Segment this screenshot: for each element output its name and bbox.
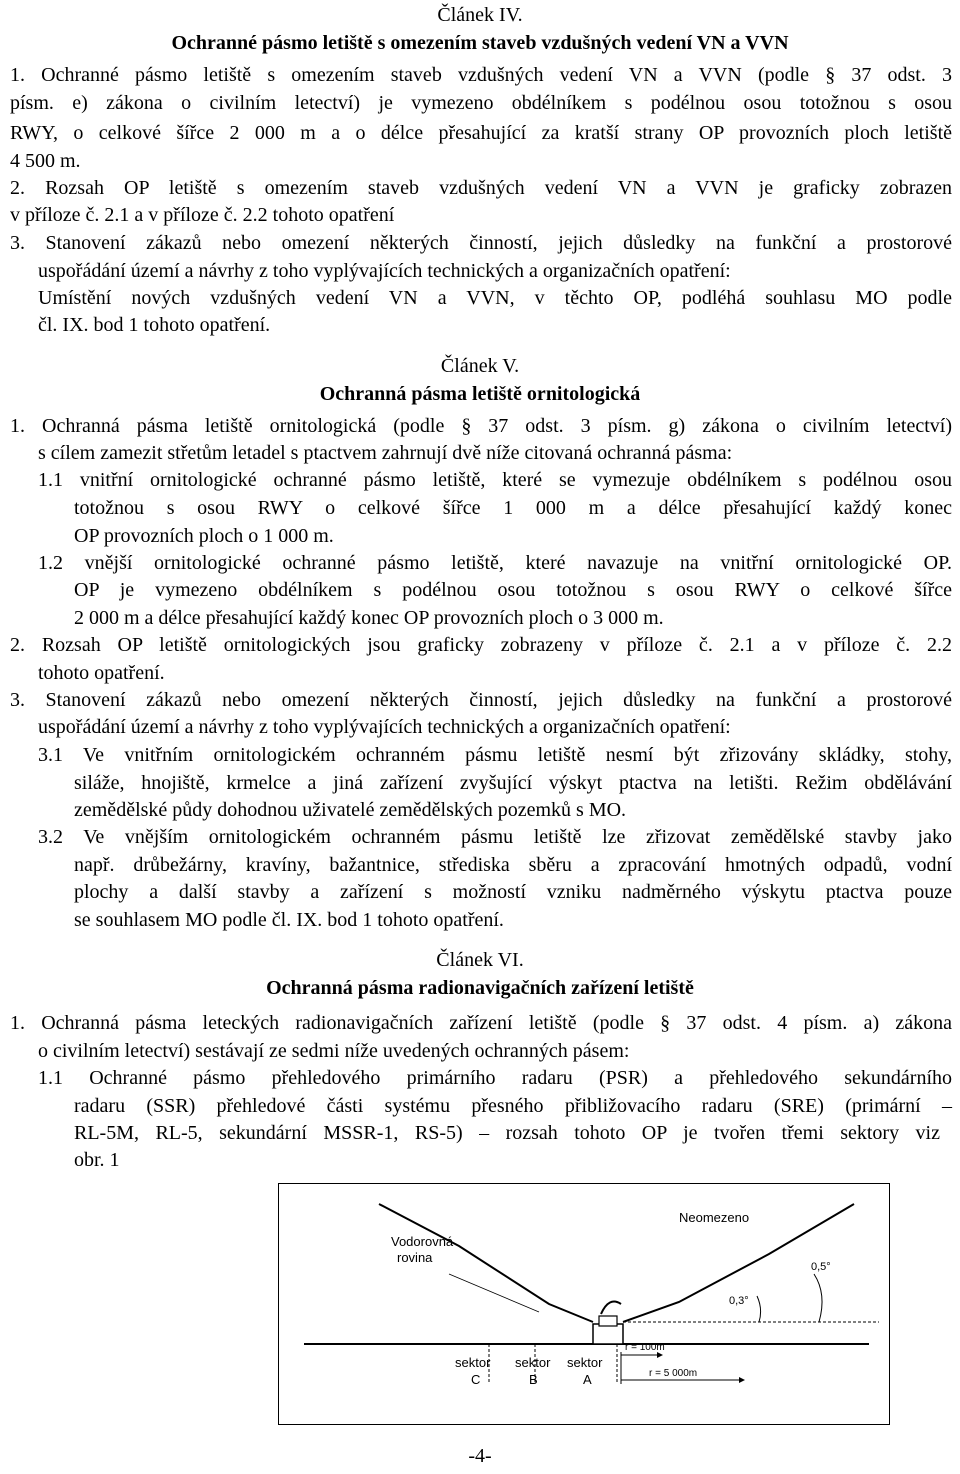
article5-line-8: 2 000 m a délce přesahující každý konec OP provozních ploch o 3 000 m. [74, 607, 664, 629]
label-horizontal-1: Vodorovná [391, 1234, 454, 1249]
arrow-5000-icon [739, 1377, 745, 1383]
article4-line-1: 1. Ochranné pásmo letiště s omezením staveb vzdušných vedení VN a VVN (podle § 37 odst. 3 [10, 64, 952, 86]
article4-line-6: v příloze č. 2.1 a v příloze č. 2.2 tohoto opatření [10, 204, 395, 226]
article5-line-10: tohoto opatření. [38, 662, 165, 684]
article5-line-17: např. drůbežárny, kravíny, bažantnice, střediska sběru a zpracování hmotných odpadů, vodní [74, 854, 952, 876]
label-horizontal-2: rovina [397, 1250, 433, 1265]
article4-line-3: RWY, o celkové šířce 2 000 m a o délce přesahující za kratší strany OP provozních ploch letiště [10, 122, 952, 144]
article5-line-4: totožnou s osou RWY o celkové šířce 1 000 m a délce přesahující každý konec [74, 497, 952, 519]
article6-heading: Článek VI. [436, 949, 524, 971]
article5-line-6: 1.2 vnější ornitologické ochranné pásmo letiště, které navazuje na vnitřní ornitologické OP. [38, 552, 952, 574]
article6-line-5: RL-5M, RL-5, sekundární MSSR-1, RS-5) – rozsah tohoto OP je tvořen třemi sektory viz [74, 1122, 940, 1144]
article4-line-8: uspořádání území a návrhy z toho vyplývajících technických a organizačních opatření: [38, 260, 731, 282]
label-angle-05: 0,5° [811, 1261, 831, 1273]
article5-line-15: zemědělské půdy dohodnou uživatelé zemědělských pozemků s MO. [74, 799, 627, 821]
label-unlimited: Neomezeno [679, 1210, 750, 1225]
article5-heading: Článek V. [440, 355, 520, 377]
article5-line-12: uspořádání území a návrhy z toho vyplývajících technických a organizačních opatření: [38, 716, 731, 738]
horizontal-plane-pointer [449, 1274, 539, 1312]
article5-line-5: OP provozních ploch o 1 000 m. [74, 525, 334, 547]
sector-a-letter: A [583, 1372, 592, 1387]
angle-arc-03 [757, 1296, 761, 1322]
sector-b-word: sektor [515, 1355, 551, 1370]
article6-line-6: obr. 1 [74, 1149, 120, 1171]
radar-antenna-icon [601, 1302, 621, 1314]
article5-line-16: 3.2 Ve vnějším ornitologickém ochranném pásmu letiště lze zřizovat zemědělské stavby jako [38, 826, 952, 848]
angle-arc-05 [814, 1274, 822, 1322]
article4-line-9: Umístění nových vzdušných vedení VN a VVN, v těchto OP, podléhá souhlasu MO podle [38, 287, 952, 309]
article5-line-9: 2. Rozsah OP letiště ornitologických jsou graficky zobrazeny v příloze č. 2.1 a v příloze č. 2.2 [10, 634, 952, 656]
article4-heading: Článek IV. [437, 4, 523, 26]
label-r100: r = 100m [625, 1342, 665, 1353]
radar-sectors-figure [278, 1183, 890, 1425]
article6-title: Ochranná pásma radionavigačních zařízení letiště [266, 977, 694, 999]
sector-b-letter: B [529, 1372, 538, 1387]
radar-station [593, 1324, 623, 1344]
sector-a-word: sektor [567, 1355, 603, 1370]
article5-line-19: se souhlasem MO podle čl. IX. bod 1 tohoto opatření. [74, 909, 504, 931]
article5-line-13: 3.1 Ve vnitřním ornitologickém ochranném pásmu letiště nesmí být zřizovány skládky, stohy, [38, 744, 952, 766]
article4-line-2: písm. e) zákona o civilním letectví) je vymezeno obdélníkem s podélnou osou totožnou s osou [10, 92, 952, 114]
article5-title: Ochranná pásma letiště ornitologická [319, 383, 641, 405]
radar-base [599, 1316, 617, 1326]
article5-line-1: 1. Ochranná pásma letiště ornitologická (podle § 37 odst. 3 písm. g) zákona o civilním letectví) [10, 415, 952, 437]
article5-line-2: s cílem zamezit střetům letadel s ptactvem zahrnují dvě níže citovaná ochranná pásma: [38, 442, 733, 464]
article4-line-5: 2. Rozsah OP letiště s omezením staveb vzdušných vedení VN a VVN je graficky zobrazen [10, 177, 952, 199]
article5-line-14: siláže, hnojiště, krmelce a jiná zařízení zvyšující výskyt ptactva na letišti. Režim obdělávání [74, 772, 952, 794]
article4-line-4: 4 500 m. [10, 150, 81, 172]
article4-title: Ochranné pásmo letiště s omezením staveb vzdušných vedení VN a VVN [171, 32, 789, 54]
article6-line-2: o civilním letectví) sestávají ze sedmi níže uvedených ochranných pásem: [38, 1040, 630, 1062]
sector-c-word: sektor [455, 1355, 491, 1370]
article4-line-7: 3. Stanovení zákazů nebo omezení některých činností, jejich důsledky na funkční a prostorové [10, 232, 952, 254]
article6-line-1: 1. Ochranná pásma leteckých radionavigačních zařízení letiště (podle § 37 odst. 4 písm. a) zákona [10, 1012, 952, 1034]
article6-line-4: radaru (SSR) přehledové části systému přesného přibližovacího radaru (SRE) (primární – [74, 1095, 952, 1117]
label-angle-03: 0,3° [729, 1295, 749, 1307]
article6-line-3: 1.1 Ochranné pásmo přehledového primárního radaru (PSR) a přehledového sekundárního [38, 1067, 952, 1089]
label-r5000: r = 5 000m [649, 1368, 698, 1379]
article5-line-3: 1.1 vnitřní ornitologické ochranné pásmo letiště, které se vymezuje obdélníkem s podélnou osou [38, 469, 952, 491]
page-number: -4- [468, 1445, 492, 1467]
article4-line-10: čl. IX. bod 1 tohoto opatření. [38, 314, 271, 336]
article5-line-18: plochy a další stavby a zařízení s možností vzniku nadměrného výskytu ptactva pouze [74, 881, 952, 903]
sector-c-letter: C [471, 1372, 481, 1387]
article5-line-7: OP je vymezeno obdélníkem s podélnou osou totožnou s osou RWY o celkové šířce [74, 579, 952, 601]
article5-line-11: 3. Stanovení zákazů nebo omezení některých činností, jejich důsledky na funkční a prostorové [10, 689, 952, 711]
